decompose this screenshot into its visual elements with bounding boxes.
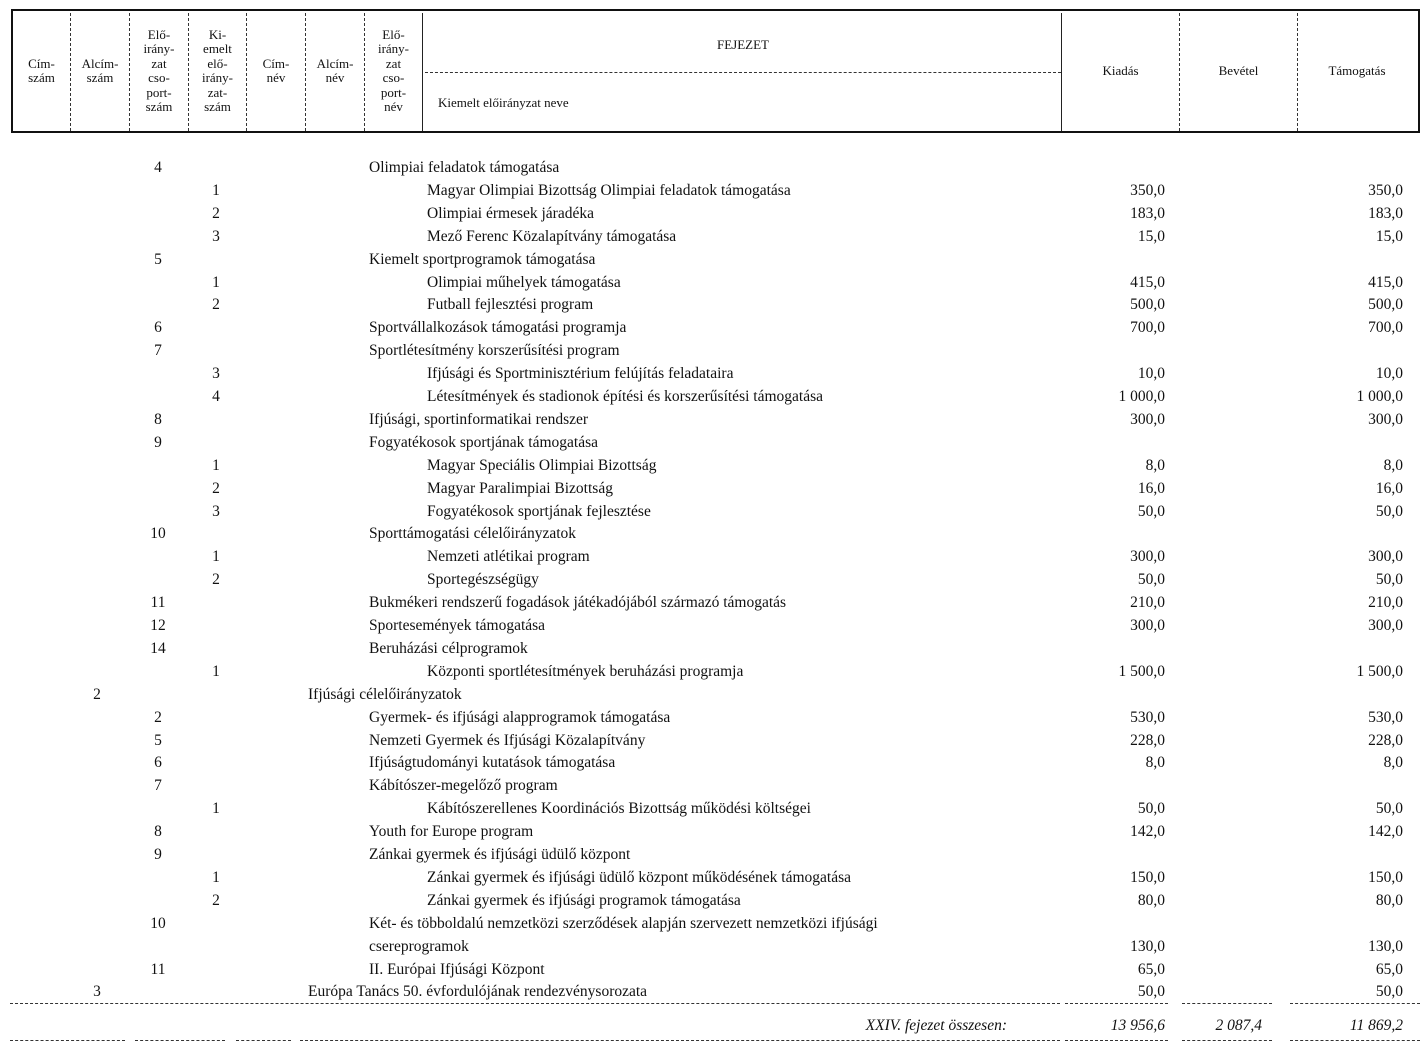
row-tamogatas: 300,0 xyxy=(1368,617,1403,634)
row-number: 11 xyxy=(150,594,166,612)
row-name: Zánkai gyermek és ifjúsági programok támogatása xyxy=(427,891,741,909)
row-number: 9 xyxy=(154,846,162,863)
table-row xyxy=(0,797,1425,820)
row-name: Sporttámogatási célelőirányzatok xyxy=(369,525,577,543)
table-row xyxy=(0,889,1425,912)
row-number: 5 xyxy=(154,250,162,268)
row-kiadas: 300,0 xyxy=(1130,410,1165,428)
row-kiadas: 350,0 xyxy=(1130,181,1165,199)
header-tamogatas: Támogatás xyxy=(1328,62,1386,78)
row-kiadas: 183,0 xyxy=(1130,204,1165,222)
table-row xyxy=(0,522,1425,545)
row-kiadas: 1 000,0 xyxy=(1118,388,1165,405)
row-number: 3 xyxy=(212,365,220,383)
row-kiadas: 16,0 xyxy=(1137,479,1165,497)
row-number: 12 xyxy=(150,617,166,634)
footer-rule xyxy=(1182,1040,1272,1041)
row-name: Magyar Olimpiai Bizottság Olimpiai feladatok támogatása xyxy=(427,181,791,199)
row-number: 1 xyxy=(212,273,220,291)
table-row xyxy=(0,843,1425,866)
row-name: Beruházási célprogramok xyxy=(369,639,528,657)
total-tamogatas: 11 869,2 xyxy=(1349,1017,1403,1034)
row-name: Gyermek- és ifjúsági alapprogramok támogatása xyxy=(369,708,671,726)
row-number: 2 xyxy=(93,685,101,703)
row-kiadas: 1 500,0 xyxy=(1118,662,1165,680)
table-row xyxy=(0,614,1425,637)
row-tamogatas: 15,0 xyxy=(1375,227,1403,245)
row-number: 1 xyxy=(212,868,220,886)
row-name: Olimpiai feladatok támogatása xyxy=(369,159,560,176)
header-fejezet-divider xyxy=(425,72,1061,73)
row-name: Futball fejlesztési program xyxy=(427,296,594,314)
row-number: 6 xyxy=(154,319,162,337)
row-kiadas: 150,0 xyxy=(1130,868,1165,886)
footer-rule xyxy=(300,1040,1060,1041)
table-row xyxy=(0,866,1425,889)
header-eloiranyzat-csoport-szam: Elő- irány- zat cso- port- szám xyxy=(143,26,175,114)
table-row xyxy=(0,271,1425,294)
row-tamogatas: 130,0 xyxy=(1368,937,1403,955)
row-number: 1 xyxy=(212,456,220,474)
total-bevetel: 2 087,4 xyxy=(1215,1017,1262,1034)
row-tamogatas: 16,0 xyxy=(1375,479,1403,497)
table-row xyxy=(0,545,1425,568)
row-name: Sportvállalkozások támogatási programja xyxy=(369,319,627,337)
table-header xyxy=(11,9,1420,133)
row-kiadas: 15,0 xyxy=(1137,227,1165,245)
row-number: 2 xyxy=(212,571,220,589)
table-row xyxy=(0,202,1425,225)
table-row xyxy=(0,225,1425,248)
row-number: 2 xyxy=(212,204,220,222)
row-tamogatas: 530,0 xyxy=(1368,708,1403,726)
row-kiadas: 415,0 xyxy=(1130,273,1165,291)
row-name: Ifjúsági, sportinformatikai rendszer xyxy=(369,410,589,428)
row-tamogatas: 210,0 xyxy=(1368,594,1403,612)
table-row xyxy=(0,568,1425,591)
row-name: Zánkai gyermek és ifjúsági üdülő központ xyxy=(369,846,631,863)
row-number: 1 xyxy=(212,548,220,566)
header-cimszam: Cím- szám xyxy=(28,55,55,85)
row-number: 2 xyxy=(154,708,162,726)
row-number: 3 xyxy=(212,227,220,245)
table-row xyxy=(0,980,1425,1003)
row-name: II. Európai Ifjúsági Központ xyxy=(369,960,545,978)
row-tamogatas: 50,0 xyxy=(1375,983,1403,1001)
row-name: Központi sportlétesítmények beruházási programja xyxy=(427,662,744,680)
row-number: 4 xyxy=(154,159,162,176)
row-name: Kábítószerellenes Koordinációs Bizottság működési költségei xyxy=(427,800,811,818)
row-tamogatas: 8,0 xyxy=(1383,456,1403,474)
table-row xyxy=(0,935,1425,958)
table-row xyxy=(0,408,1425,431)
table-row xyxy=(0,637,1425,660)
footer-rule xyxy=(236,1040,291,1041)
row-kiadas: 80,0 xyxy=(1137,891,1165,909)
header-cimnev: Cím- név xyxy=(262,55,290,85)
table-row xyxy=(0,385,1425,408)
row-number: 10 xyxy=(150,525,166,543)
row-kiadas: 50,0 xyxy=(1137,983,1165,1001)
table-row xyxy=(0,683,1425,706)
row-name: csereprogramok xyxy=(369,937,469,955)
row-tamogatas: 50,0 xyxy=(1375,571,1403,589)
row-name: Kiemelt sportprogramok támogatása xyxy=(369,250,596,268)
table-row xyxy=(0,820,1425,843)
row-name: Nemzeti Gyermek és Ifjúsági Közalapítvány xyxy=(369,731,646,749)
total-row xyxy=(0,1015,1425,1037)
row-name: Ifjúsági és Sportminisztérium felújítás feladataira xyxy=(427,365,734,383)
header-alcimnev: Alcím- név xyxy=(316,55,354,85)
row-number: 5 xyxy=(154,731,162,749)
row-kiadas: 500,0 xyxy=(1130,296,1165,314)
row-number: 7 xyxy=(154,342,162,360)
table-row xyxy=(0,362,1425,385)
row-tamogatas: 300,0 xyxy=(1368,410,1403,428)
table-row xyxy=(0,774,1425,797)
row-kiadas: 50,0 xyxy=(1137,502,1165,520)
footer-rule xyxy=(135,1040,225,1041)
row-name: Olimpiai érmesek járadéka xyxy=(427,204,594,222)
header-kiemelt-eloiranyzat-neve: Kiemelt előirányzat neve xyxy=(438,95,569,110)
row-tamogatas: 700,0 xyxy=(1368,319,1403,337)
row-number: 8 xyxy=(154,410,162,428)
table-row xyxy=(0,751,1425,774)
row-kiadas: 300,0 xyxy=(1130,617,1165,634)
row-kiadas: 300,0 xyxy=(1130,548,1165,566)
row-name: Olimpiai műhelyek támogatása xyxy=(427,273,621,291)
row-tamogatas: 142,0 xyxy=(1368,823,1403,841)
row-name: Zánkai gyermek és ifjúsági üdülő központ működésének támogatása xyxy=(427,868,851,886)
row-number: 4 xyxy=(212,388,220,405)
row-tamogatas: 1 500,0 xyxy=(1356,662,1403,680)
header-kiadas: Kiadás xyxy=(1102,62,1139,78)
table-row xyxy=(0,431,1425,454)
table-row xyxy=(0,477,1425,500)
table-row xyxy=(0,706,1425,729)
row-kiadas: 50,0 xyxy=(1137,800,1165,818)
row-tamogatas: 150,0 xyxy=(1368,868,1403,886)
row-number: 3 xyxy=(212,502,220,520)
row-tamogatas: 350,0 xyxy=(1368,181,1403,199)
row-kiadas: 10,0 xyxy=(1137,365,1165,383)
header-alcimszam: Alcím- szám xyxy=(81,55,119,85)
row-number: 3 xyxy=(93,983,101,1001)
row-tamogatas: 1 000,0 xyxy=(1356,388,1403,405)
footer-rule xyxy=(1290,1040,1420,1041)
row-kiadas: 228,0 xyxy=(1130,731,1165,749)
row-number: 8 xyxy=(154,823,162,841)
row-name: Bukmékeri rendszerű fogadások játékadójából származó támogatás xyxy=(369,594,787,612)
header-fejezet: FEJEZET xyxy=(717,37,769,52)
row-number: 11 xyxy=(150,960,166,978)
table-row xyxy=(0,179,1425,202)
row-name: Magyar Speciális Olimpiai Bizottság xyxy=(427,456,657,474)
row-name: Ifjúságtudományi kutatások támogatása xyxy=(369,754,616,772)
table-row xyxy=(0,500,1425,523)
footer-rule xyxy=(1065,1003,1168,1004)
table-row xyxy=(0,660,1425,683)
table-row xyxy=(0,316,1425,339)
row-tamogatas: 50,0 xyxy=(1375,800,1403,818)
table-row xyxy=(0,248,1425,271)
header-bevetel: Bevétel xyxy=(1218,62,1259,78)
row-name: Youth for Europe program xyxy=(369,823,534,841)
table-row xyxy=(0,912,1425,935)
row-number: 2 xyxy=(212,891,220,909)
table-row xyxy=(0,339,1425,362)
row-number: 10 xyxy=(150,914,166,932)
row-name: Kábítószer-megelőző program xyxy=(369,777,558,795)
row-tamogatas: 10,0 xyxy=(1375,365,1403,383)
table-row xyxy=(0,958,1425,981)
row-tamogatas: 8,0 xyxy=(1383,754,1403,772)
row-tamogatas: 415,0 xyxy=(1368,273,1403,291)
row-number: 1 xyxy=(212,800,220,818)
row-number: 6 xyxy=(154,754,162,772)
row-number: 1 xyxy=(212,181,220,199)
row-number: 1 xyxy=(212,662,220,680)
row-number: 9 xyxy=(154,433,162,451)
table-row xyxy=(0,293,1425,316)
row-number: 14 xyxy=(150,639,166,657)
footer-rule xyxy=(1290,1003,1420,1004)
footer-rule xyxy=(1065,1040,1168,1041)
footer-rule xyxy=(1182,1003,1272,1004)
total-label: XXIV. fejezet összesen: xyxy=(865,1017,1007,1034)
header-kiemelt-eloiranyzat-szam: Ki- emelt elő- irány- zat- szám xyxy=(201,26,234,114)
footer-rule xyxy=(10,1040,125,1041)
row-kiadas: 130,0 xyxy=(1130,937,1165,955)
table-row xyxy=(0,729,1425,752)
footer-rule xyxy=(10,1003,1060,1004)
row-tamogatas: 300,0 xyxy=(1368,548,1403,566)
table-row xyxy=(0,454,1425,477)
table-row xyxy=(0,156,1425,179)
row-kiadas: 210,0 xyxy=(1130,594,1165,612)
row-tamogatas: 65,0 xyxy=(1375,960,1403,978)
row-name: Magyar Paralimpiai Bizottság xyxy=(427,479,613,497)
row-name: Sportegészségügy xyxy=(427,571,539,589)
row-name: Sportlétesítmény korszerűsítési program xyxy=(369,342,620,360)
row-name: Két- és többoldalú nemzetközi szerződések alapján szervezett nemzetközi ifjúsági xyxy=(369,914,878,932)
row-number: 2 xyxy=(212,479,220,497)
row-kiadas: 8,0 xyxy=(1145,754,1165,772)
row-tamogatas: 183,0 xyxy=(1368,204,1403,222)
total-kiadas: 13 956,6 xyxy=(1110,1017,1165,1034)
table-row xyxy=(0,591,1425,614)
row-kiadas: 700,0 xyxy=(1130,319,1165,337)
header-eloiranyzat-csoport-nev: Elő- irány- zat cso- port- név xyxy=(377,26,410,114)
row-name: Mező Ferenc Közalapítvány támogatása xyxy=(427,227,677,245)
row-name: Fogyatékosok sportjának fejlesztése xyxy=(427,502,651,520)
row-kiadas: 50,0 xyxy=(1137,571,1165,589)
row-number: 7 xyxy=(154,777,162,795)
row-tamogatas: 500,0 xyxy=(1368,296,1403,314)
row-name: Nemzeti atlétikai program xyxy=(427,548,590,566)
row-kiadas: 8,0 xyxy=(1145,456,1165,474)
row-name: Európa Tanács 50. évfordulójának rendezvénysorozata xyxy=(308,983,648,1001)
row-number: 2 xyxy=(212,296,220,314)
row-kiadas: 530,0 xyxy=(1130,708,1165,726)
row-name: Ifjúsági célelőirányzatok xyxy=(308,685,462,703)
row-name: Fogyatékosok sportjának támogatása xyxy=(369,433,599,451)
header-divider xyxy=(422,13,423,131)
row-tamogatas: 50,0 xyxy=(1375,502,1403,520)
row-name: Sportesemények támogatása xyxy=(369,617,546,634)
row-kiadas: 65,0 xyxy=(1137,960,1165,978)
row-kiadas: 142,0 xyxy=(1130,823,1165,841)
row-tamogatas: 228,0 xyxy=(1368,731,1403,749)
row-tamogatas: 80,0 xyxy=(1375,891,1403,909)
row-name: Létesítmények és stadionok építési és korszerűsítési támogatása xyxy=(427,388,823,405)
